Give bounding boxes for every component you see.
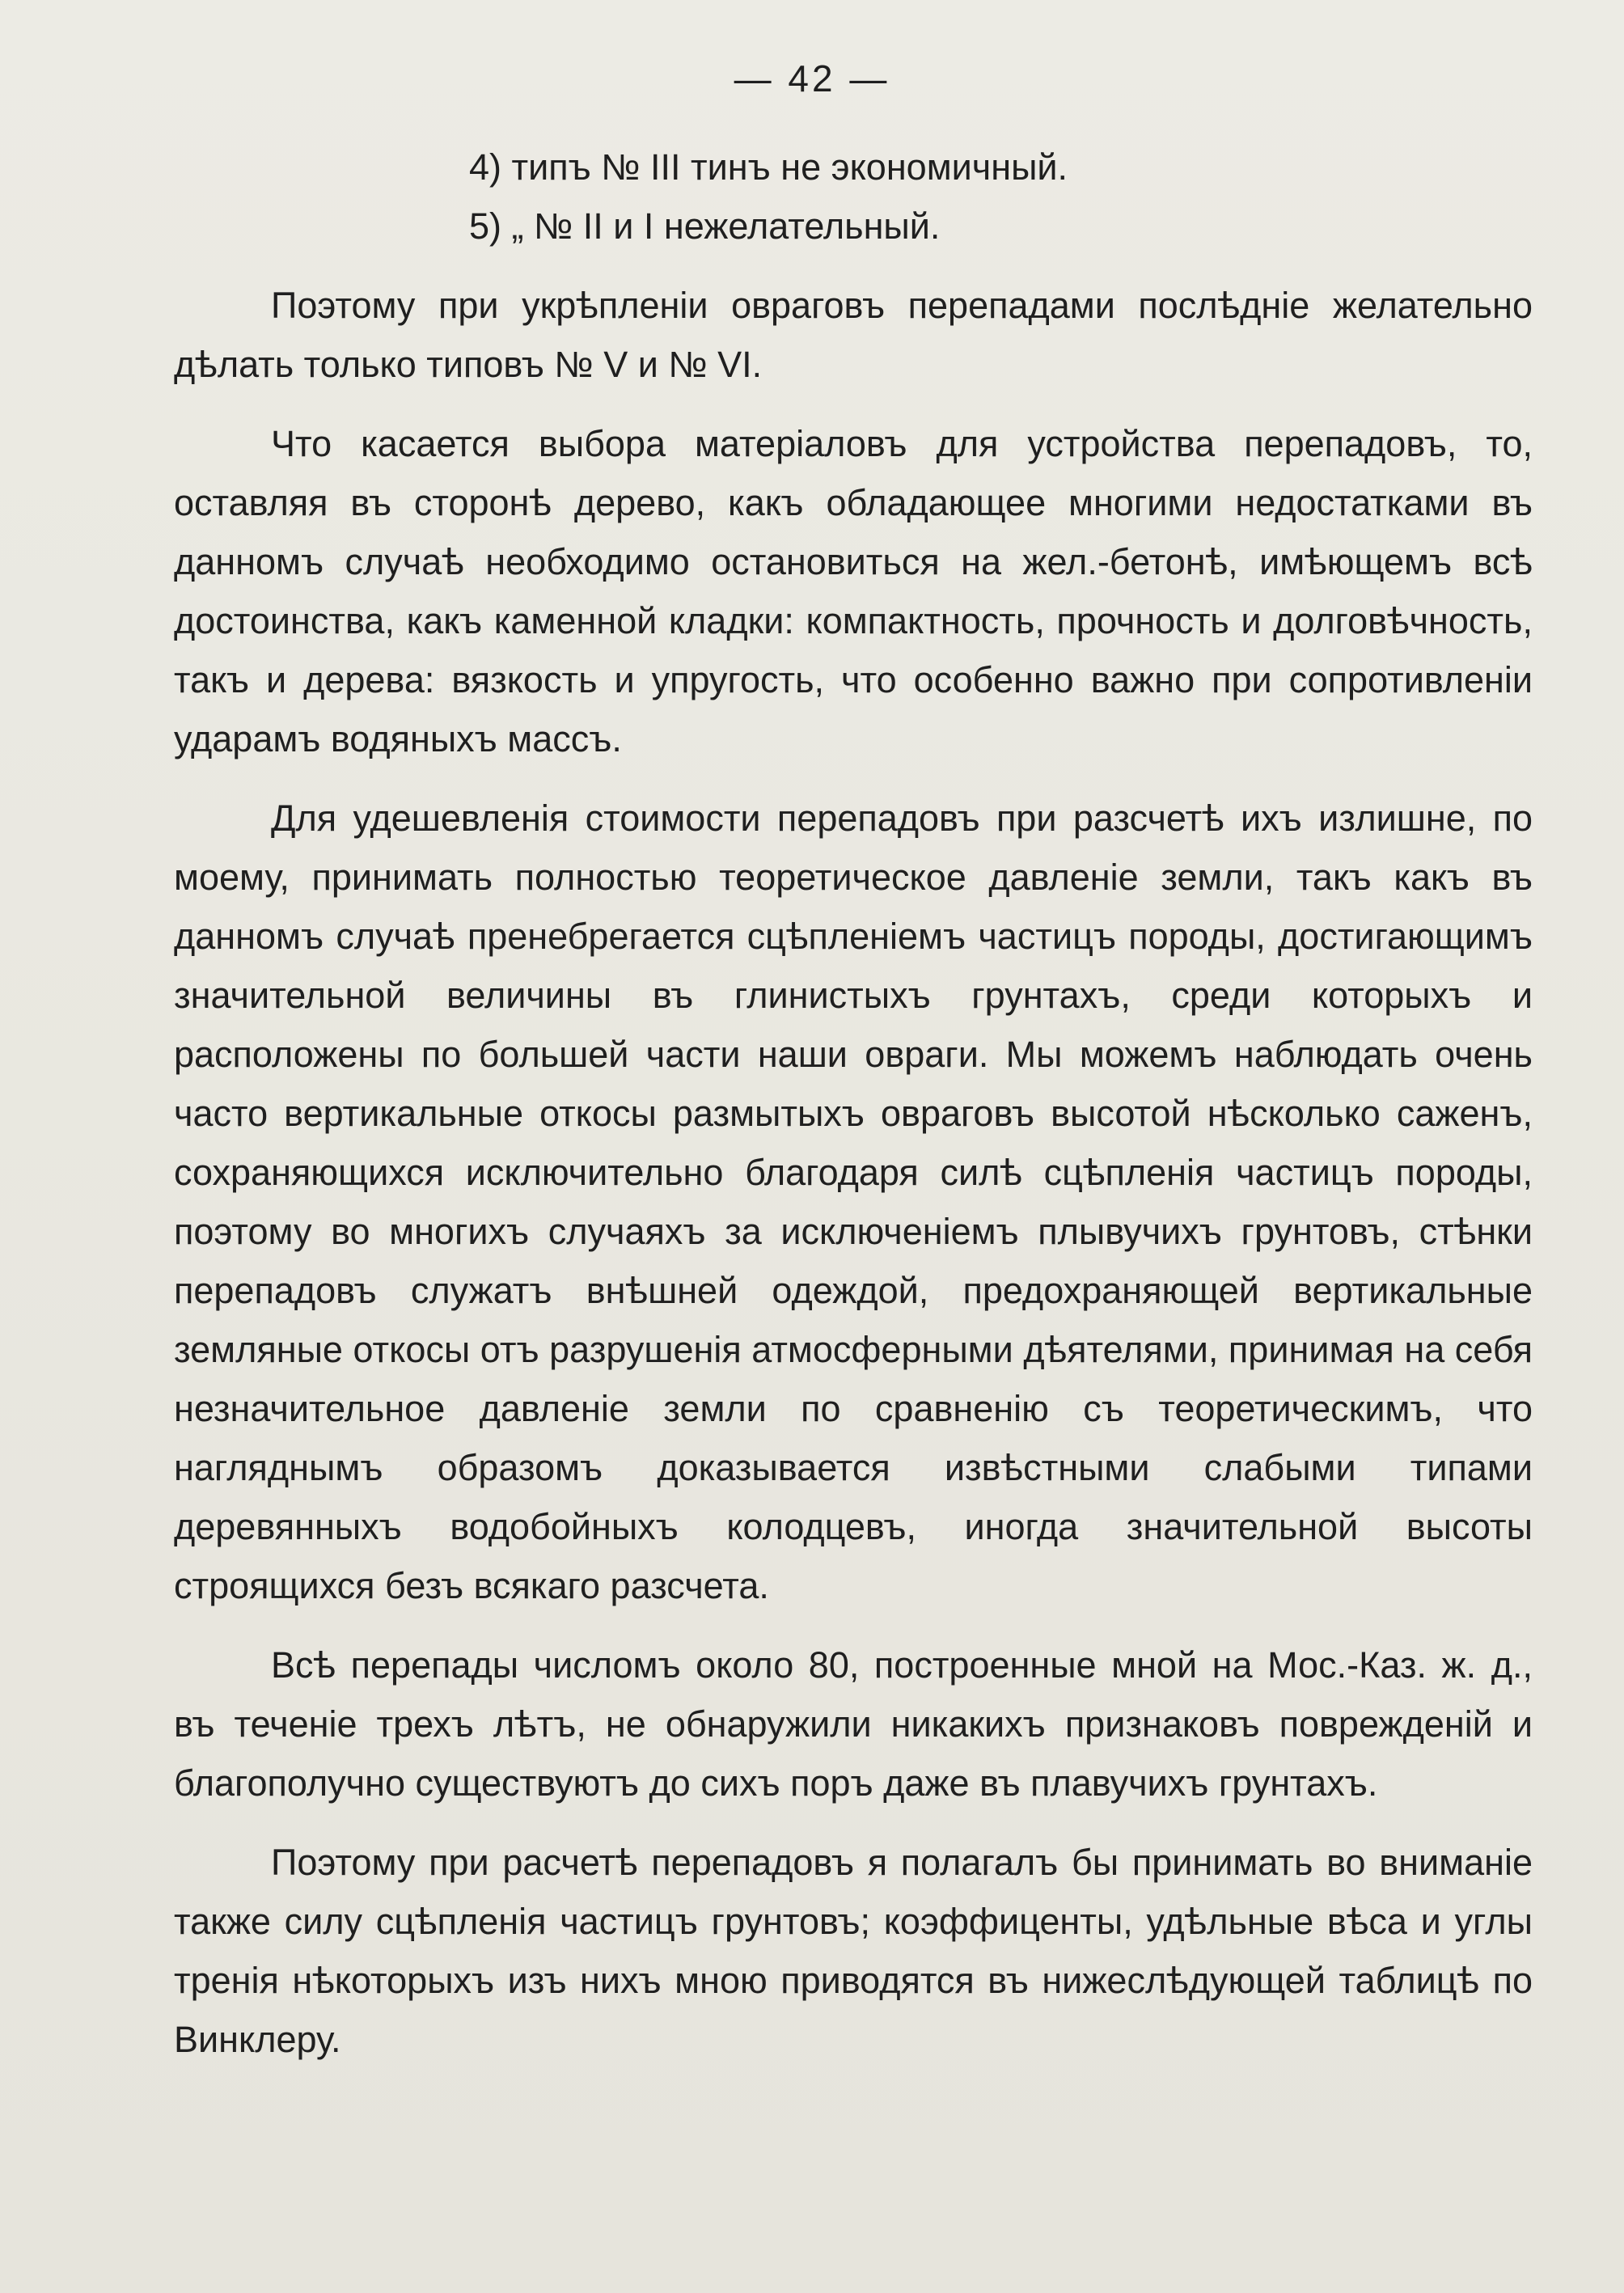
paragraph: Поэтому при укрѣпленіи овраговъ перепадами послѣдніе желательно дѣлать только типовъ № V и № VI. — [174, 285, 1533, 385]
paragraph: Всѣ перепады числомъ около 80, построенные мной на Мос.-Каз. ж. д., въ теченіе трехъ лѣтъ, не обнаружили никакихъ признаковъ поврежденій и благополучно существуютъ до сихъ поръ даже въ плавучихъ грунтахъ. — [174, 1644, 1533, 1804]
list-item: 5) „ № II и I нежелательный. — [469, 205, 941, 247]
type-list — [174, 137, 1533, 256]
page-body — [174, 137, 1533, 2089]
page-number: — 42 — — [734, 57, 890, 99]
paragraph: Для удешевленія стоимости перепадовъ при разсчетѣ ихъ излишне, по моему, принимать полностью теоретическое давленіе земли, такъ какъ въ данномъ случаѣ пренебрегается сцѣпленіемъ частицъ породы, достигающимъ значительной величины въ глинистыхъ грунтахъ, среди которыхъ и расположены по большей части наши овраги. Мы можемъ наблюдать очень часто вертикальные откосы размытыхъ овраговъ высотой нѣсколько саженъ, сохраняющихся исключительно благодаря силѣ сцѣпленія частицъ породы, поэтому во многихъ случаяхъ за исключеніемъ плывучихъ грунтовъ, стѣнки перепадовъ служатъ внѣшней одеждой, предохраняющей вертикальные земляные откосы отъ разрушенія атмосферными дѣятелями, принимая на себя незначительное давленіе земли по сравненію съ теоретическимъ, что нагляднымъ образомъ доказывается извѣстными слабыми типами деревянныхъ водобойныхъ колодцевъ, иногда значительной высоты строящихся безъ всякаго разсчета. — [174, 797, 1533, 1606]
paragraph: Что касается выбора матеріаловъ для устройства перепадовъ, то, оставляя въ сторонѣ дерево, какъ обладающее многими недостатками въ данномъ случаѣ необходимо остановиться на жел.-бетонѣ, имѣющемъ всѣ достоинства, какъ каменной кладки: компактность, прочность и долговѣчность, такъ и дерева: вязкость и упругость, что особенно важно при сопротивленіи ударамъ водяныхъ массъ. — [174, 423, 1533, 759]
list-item: 4) типъ № III тинъ не экономичный. — [469, 146, 1068, 188]
paragraph: Поэтому при расчетѣ перепадовъ я полагалъ бы принимать во вниманіе также силу сцѣпленія частицъ грунтовъ; коэффиценты, удѣльные вѣса и углы тренія нѣкоторыхъ изъ нихъ мною приводятся въ нижеслѣдующей таблицѣ по Винклеру. — [174, 1842, 1533, 2060]
